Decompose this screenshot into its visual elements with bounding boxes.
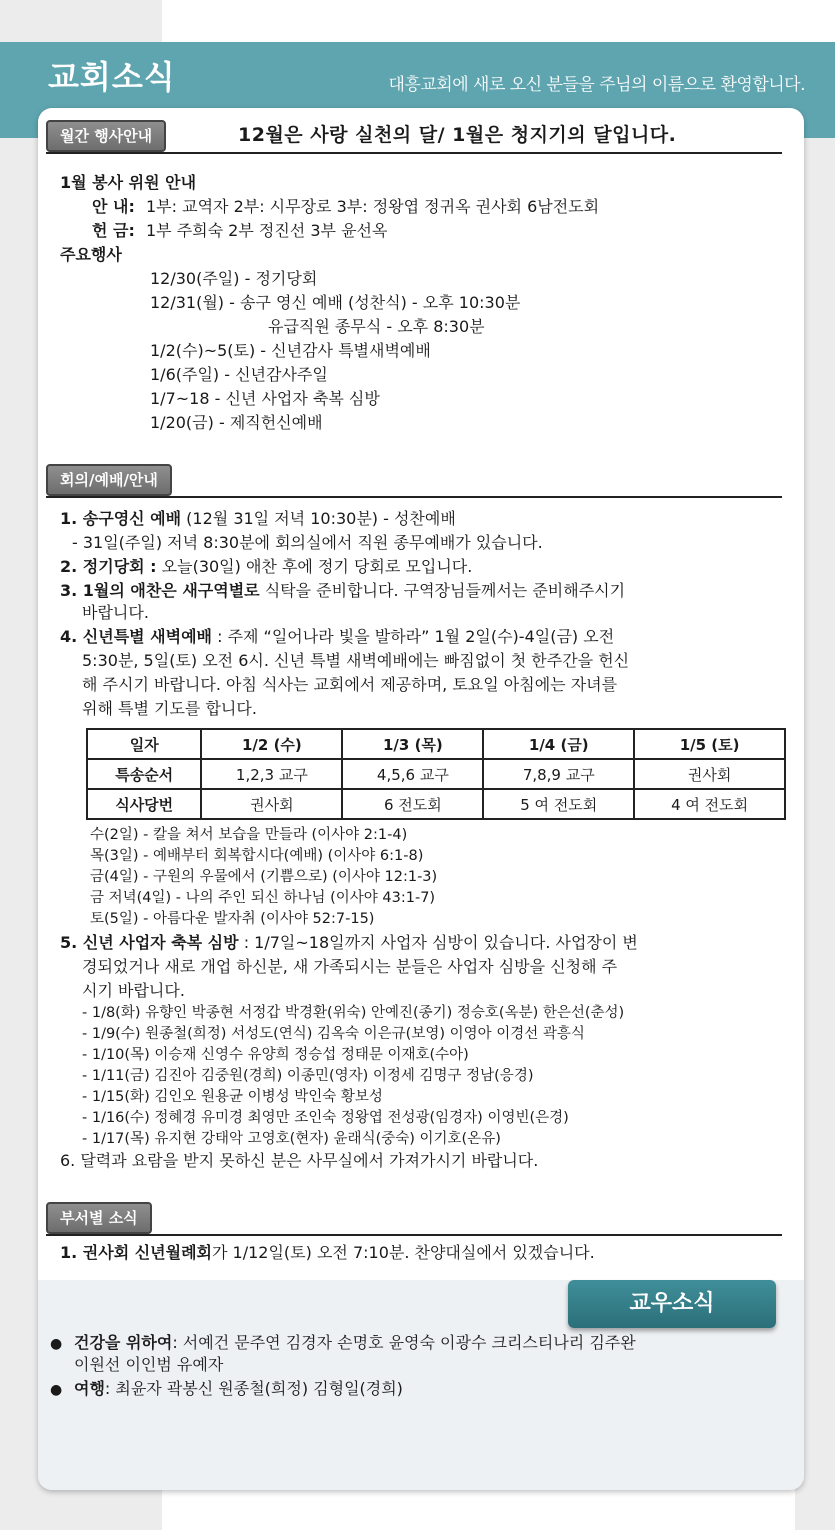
section-divider	[46, 496, 782, 498]
tab-dept-news: 부서별 소식	[46, 1202, 152, 1234]
table-cell: 4 여 전도회	[634, 789, 785, 819]
tab-member-news: 교우소식	[568, 1280, 776, 1328]
table-row	[87, 789, 785, 819]
events-title: 주요행사	[60, 245, 122, 264]
visit-item: - 1/15(화) 김인오 원용균 이병성 박인숙 황보성	[82, 1089, 383, 1105]
event-item: 1/6(주일) - 신년감사주일	[150, 365, 328, 384]
event-item: 12/30(주일) - 정기당회	[150, 269, 318, 288]
news-card	[38, 108, 804, 1490]
table-cell: 5 여 전도회	[483, 789, 634, 819]
sermon-item: 금 저녁(4일) - 나의 주인 되신 하나님 (이사야 43:1-7)	[90, 890, 436, 906]
page-title: 교회소식	[48, 58, 176, 96]
meeting-item-3: 3. 1월의 애찬은 새구역별로 식탁을 준비합니다. 구역장님들께서는 준비해주시기	[60, 581, 626, 600]
meeting-item-4-cont: 위해 특별 기도를 합니다.	[82, 699, 257, 718]
table-header-cell: 1/3 (목)	[342, 729, 483, 759]
volunteer-title: 1월 봉사 위원 안내	[60, 173, 197, 192]
sermon-item: 토(5일) - 아름다운 발자취 (이사야 52:7-15)	[90, 911, 375, 927]
table-cell: 특송순서	[87, 759, 201, 789]
sermon-item: 목(3일) - 예배부터 회복합시다(예배) (이사야 6:1-8)	[90, 848, 424, 864]
visit-item: - 1/17(목) 유지현 강태악 고영호(현자) 윤래식(중숙) 이기호(온유)	[82, 1131, 501, 1147]
table-row	[87, 759, 785, 789]
meeting-item-2: 2. 정기당회 : 오늘(30일) 애찬 후에 정기 당회로 모입니다.	[60, 557, 473, 576]
offering-label: 헌 금:	[92, 221, 135, 240]
table-header-cell: 1/4 (금)	[483, 729, 634, 759]
guide-label: 안 내:	[92, 197, 135, 216]
table-cell: 7,8,9 교구	[483, 759, 634, 789]
table-cell: 4,5,6 교구	[342, 759, 483, 789]
meeting-item-1-detail: - 31일(주일) 저녁 8:30분에 회의실에서 직원 종무예배가 있습니다.	[72, 533, 543, 552]
table-cell: 1,2,3 교구	[201, 759, 342, 789]
tab-monthly-events: 월간 행사안내	[46, 120, 166, 152]
section-divider	[46, 1234, 782, 1236]
table-header-cell: 1/2 (수)	[201, 729, 342, 759]
meeting-item-4: 4. 신년특별 새벽예배 : 주제 “일어나라 빛을 발하라” 1월 2일(수)-4일(금) 오전	[60, 627, 615, 646]
meeting-item-3-cont: 바랍니다.	[82, 603, 149, 622]
travel-line: 여행: 최윤자 곽봉신 원종철(희정) 김형일(경희)	[74, 1379, 403, 1398]
meeting-item-4-cont: 5:30분, 5일(토) 오전 6시. 신년 특별 새벽예배에는 빠짐없이 첫 한주간을 헌신	[82, 651, 630, 670]
event-item: 1/20(금) - 제직헌신예배	[150, 413, 323, 432]
dept-item-1: 1. 권사회 신년월례회가 1/12일(토) 오전 7:10분. 찬양대실에서 있겠습니다.	[60, 1243, 595, 1262]
health-line-cont: 이원선 이인범 유예자	[74, 1355, 224, 1374]
offering-text: 1부 주희숙 2부 정진선 3부 윤선옥	[146, 221, 388, 240]
guide-text: 1부: 교역자 2부: 시무장로 3부: 정왕엽 정귀옥 권사회 6남전도회	[146, 197, 600, 216]
table-header-cell: 일자	[87, 729, 201, 759]
visit-item: - 1/11(금) 김진아 김중원(경희) 이종민(영자) 이정세 김명구 정남(응경)	[82, 1068, 534, 1084]
table-cell: 6 전도회	[342, 789, 483, 819]
monthly-headline: 12월은 사랑 실천의 달/ 1월은 청지기의 달입니다.	[238, 124, 677, 146]
bullet-icon: ●	[50, 1336, 63, 1352]
bullet-icon: ●	[50, 1382, 63, 1398]
table-cell: 식사당번	[87, 789, 201, 819]
tab-meeting-worship: 회의/예배/안내	[46, 464, 172, 496]
meeting-item-6: 6. 달력과 요람을 받지 못하신 분은 사무실에서 가져가시기 바랍니다.	[60, 1151, 539, 1170]
event-item: 유급직원 종무식 - 오후 8:30분	[268, 317, 485, 336]
table-header-cell: 1/5 (토)	[634, 729, 785, 759]
visit-item: - 1/16(수) 정혜경 유미경 최영만 조인숙 정왕엽 전성광(임경자) 이영빈(은경)	[82, 1110, 569, 1126]
sermon-item: 금(4일) - 구원의 우물에서 (기쁨으로) (이사야 12:1-3)	[90, 869, 438, 885]
event-item: 1/7~18 - 신년 사업자 축복 심방	[150, 389, 380, 408]
meeting-item-4-cont: 해 주시기 바랍니다. 아침 식사는 교회에서 제공하며, 토요일 아침에는 자녀를	[82, 675, 618, 694]
health-line: 건강을 위하여: 서예건 문주연 김경자 손명호 윤영숙 이광수 크리스티나리 김주완	[74, 1333, 636, 1352]
visit-item: - 1/9(수) 원종철(희정) 서성도(연식) 김옥숙 이은규(보영) 이영아 이경선 곽흥식	[82, 1026, 585, 1042]
section-divider	[46, 152, 782, 154]
visit-item: - 1/8(화) 유향인 박종현 서정갑 박경환(위숙) 안예진(종기) 정승호(옥분) 한은선(춘성)	[82, 1005, 625, 1021]
sermon-item: 수(2일) - 칼을 쳐서 보습을 만들라 (이사야 2:1-4)	[90, 827, 408, 843]
welcome-message: 대흥교회에 새로 오신 분들을 주님의 이름으로 환영합니다.	[388, 75, 805, 95]
meeting-item-5: 5. 신년 사업자 축복 심방 : 1/7일~18일까지 사업자 심방이 있습니다. 사업장이 변	[60, 933, 638, 952]
table-cell: 권사회	[634, 759, 785, 789]
visit-item: - 1/10(목) 이승재 신영수 유양희 정승섭 정태문 이재호(수아)	[82, 1047, 469, 1063]
table-cell: 권사회	[201, 789, 342, 819]
event-item: 12/31(월) - 송구 영신 예배 (성찬식) - 오후 10:30분	[150, 293, 521, 312]
event-item: 1/2(수)~5(토) - 신년감사 특별새벽예배	[150, 341, 431, 360]
meeting-item-5-cont: 시기 바랍니다.	[82, 981, 185, 1000]
meeting-item-1: 1. 송구영신 예배 (12월 31일 저녁 10:30분) - 성찬예배	[60, 509, 456, 528]
meeting-item-5-cont: 경되었거나 새로 개업 하신분, 새 가족되시는 분들은 사업자 심방을 신청해 주	[82, 957, 618, 976]
dawn-service-schedule-table	[86, 728, 786, 820]
table-header-row	[87, 729, 785, 759]
